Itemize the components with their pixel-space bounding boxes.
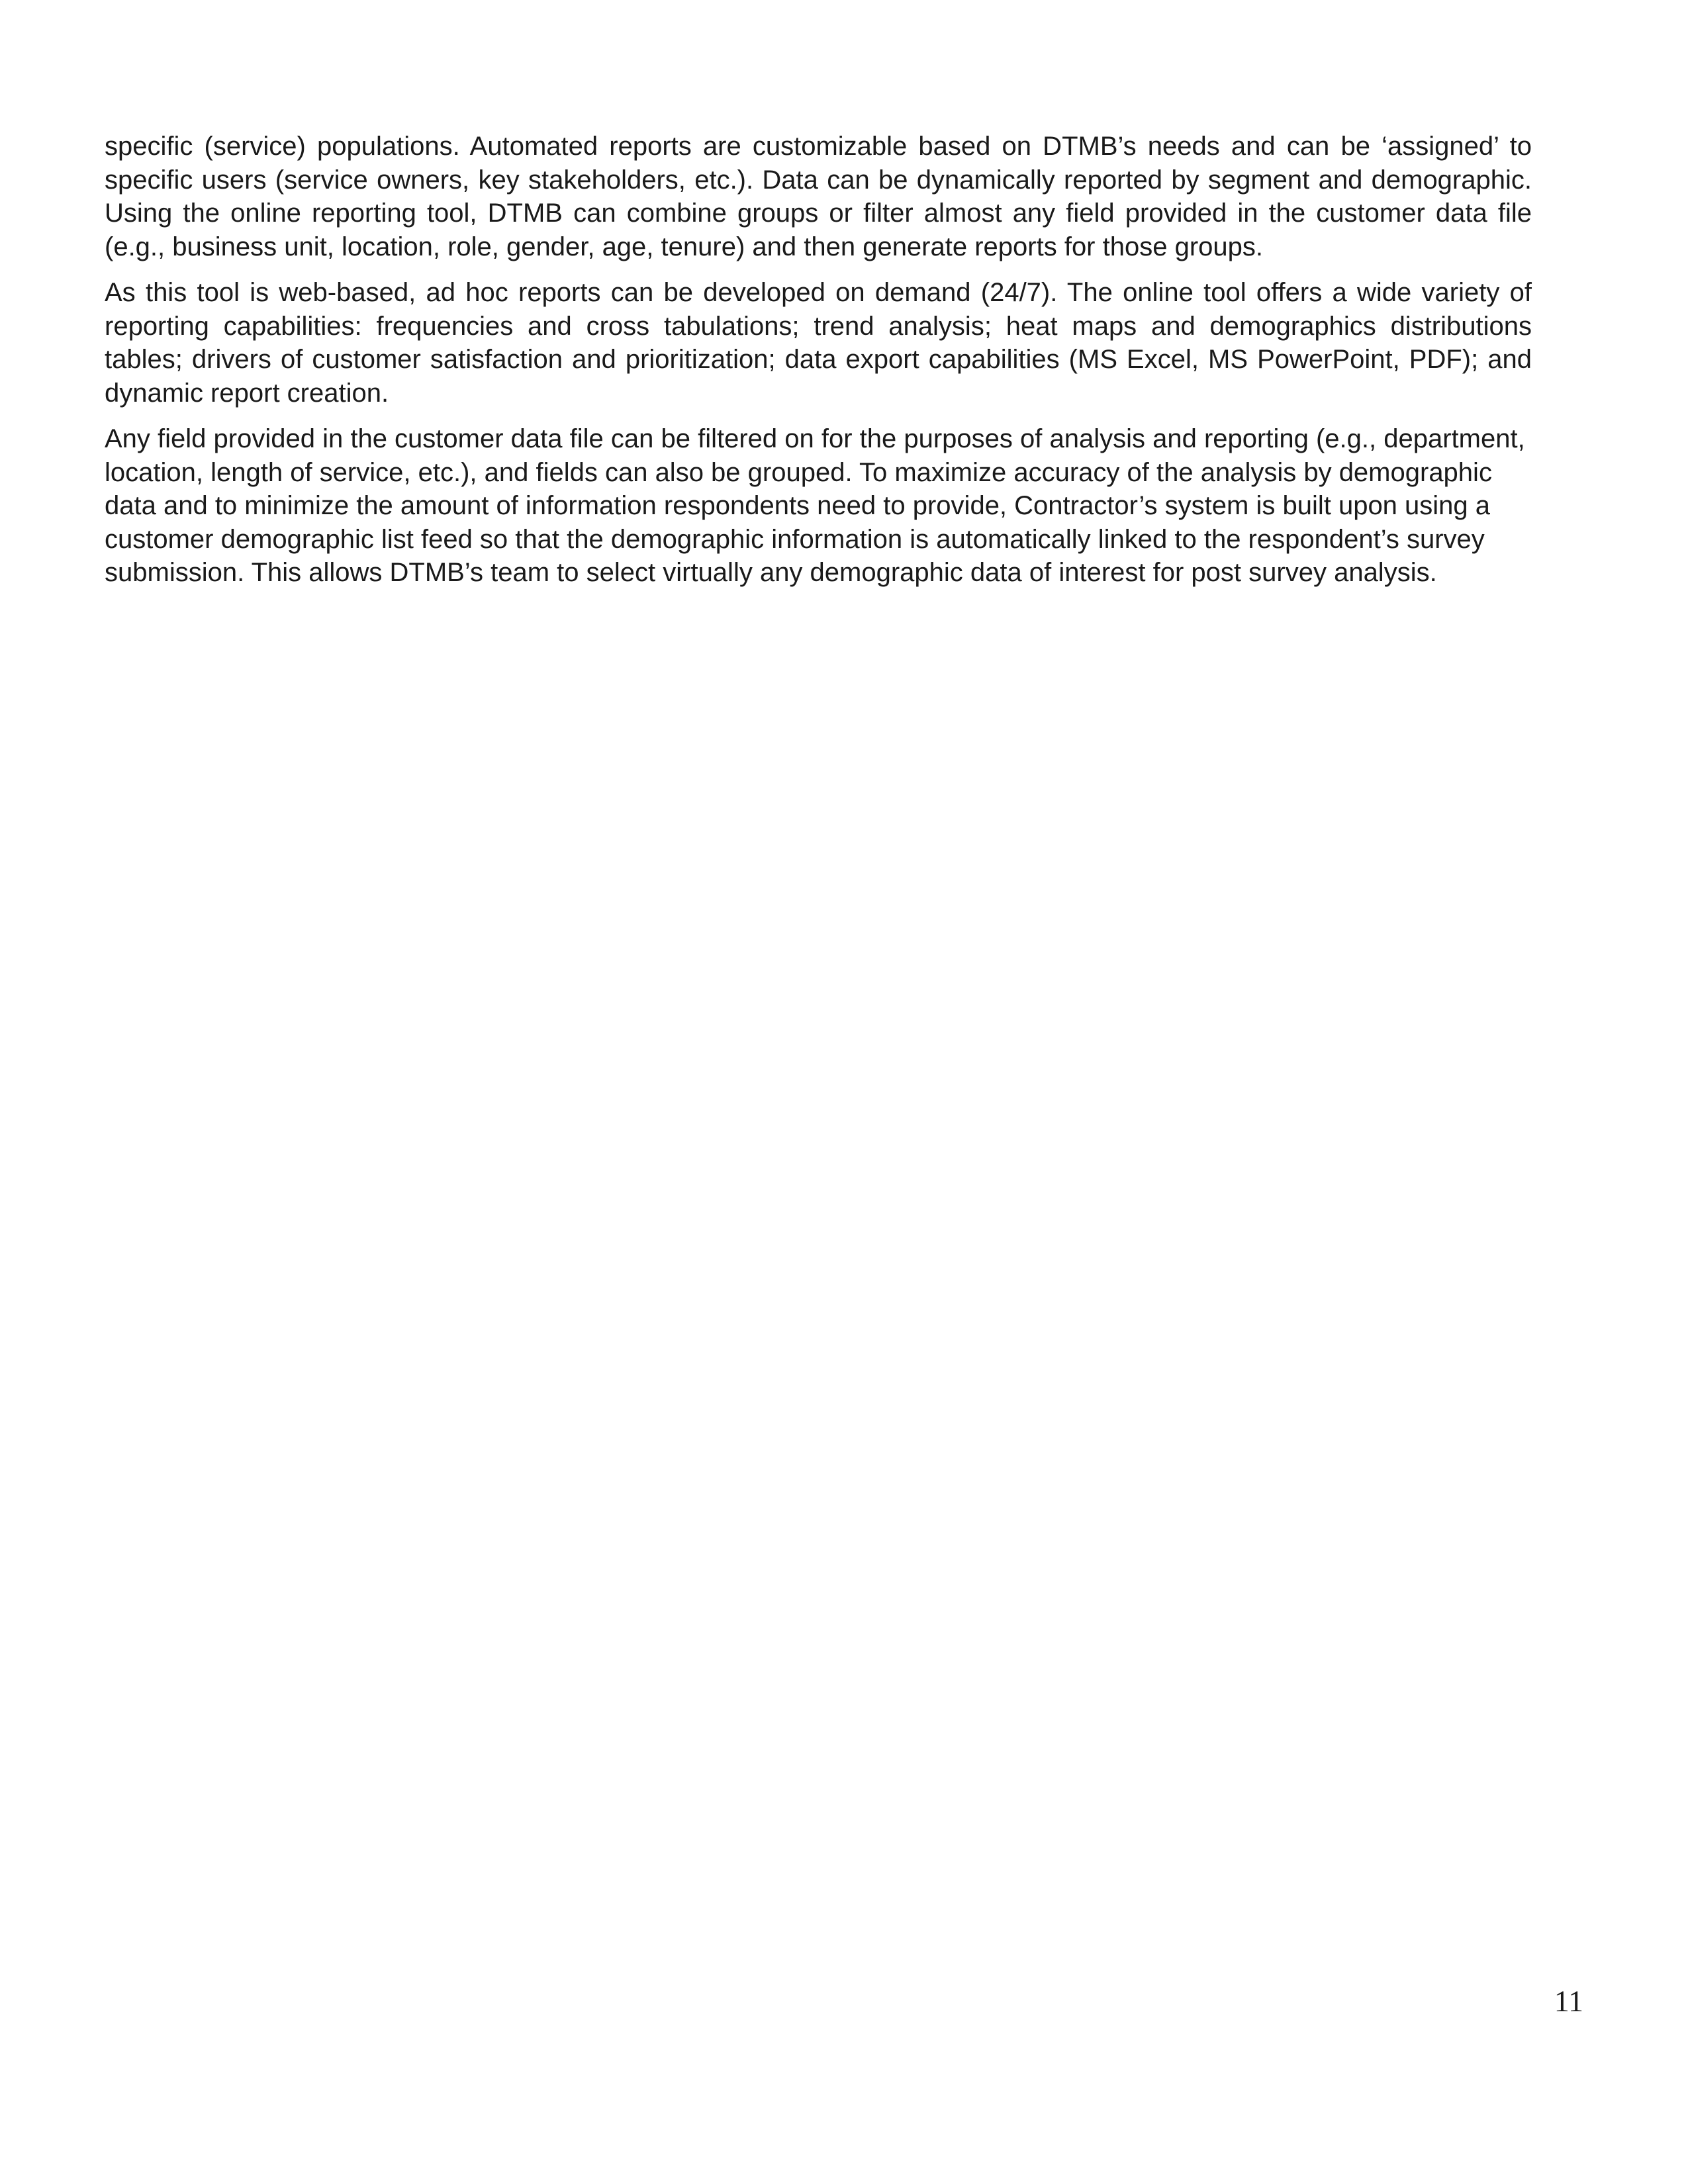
body-text [105,130,1532,602]
paragraph-demographic-filtering: Any field provided in the customer data file can be filtered on for the purposes of analysis and reporting (e.g., department, location, length of service, etc.), and fields can also be grouped. To maximize accuracy of the analysis by demographic data and to minimize the amount of information respondents need to provide, Contractor’s system is built upon using a customer demographic list feed so that the demographic information is automatically linked to the respondent’s survey submission. This allows DTMB’s team to select virtually any demographic data of interest for post survey analysis. [105,424,1525,587]
paragraph-reporting-capabilities: As this tool is web-based, ad hoc reports can be developed on demand (24/7). The online tool offers a wide variety of reporting capabilities: frequencies and cross tabulations; trend analysis; heat maps and demographics distributions tables; drivers of customer satisfaction and prioritization; data export capabilities (MS Excel, MS PowerPoint, PDF); and dynamic report creation. [105,278,1532,408]
paragraph-report-customization: specific (service) populations. Automated reports are customizable based on DTMB’s needs and can be ‘assigned’ to specific users (service owners, key stakeholders, etc.). Data can be dynamically reported by segment and demographic. Using the online reporting tool, DTMB can combine groups or filter almost any field provided in the customer data file (e.g., business unit, location, role, gender, age, tenure) and then generate reports for those groups. [105,132,1532,261]
page-number: 11 [1554,1984,1583,2018]
